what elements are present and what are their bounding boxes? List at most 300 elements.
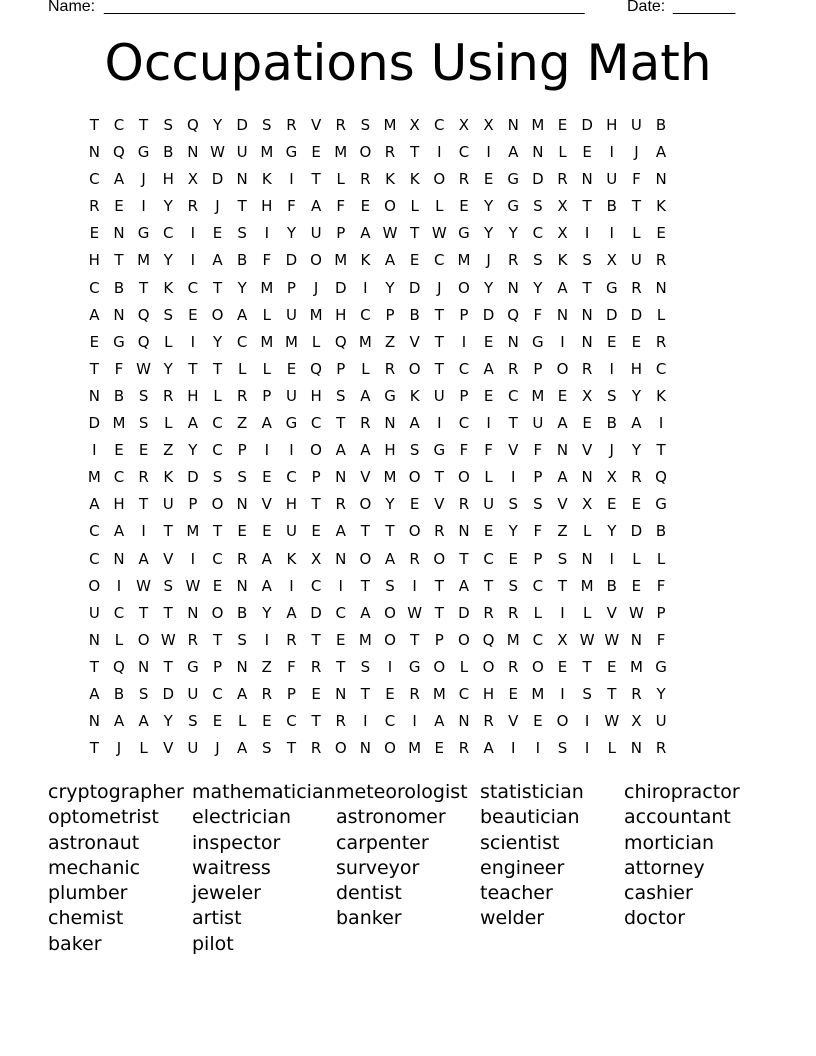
grid-cell[interactable]: P [286, 684, 296, 703]
grid-cell[interactable]: V [261, 495, 272, 514]
grid-cell[interactable]: T [163, 522, 173, 541]
grid-cell[interactable]: L [410, 197, 419, 216]
grid-cell[interactable]: K [409, 170, 420, 189]
grid-cell[interactable]: U [630, 251, 642, 270]
grid-cell[interactable]: M [457, 251, 471, 270]
grid-cell[interactable]: N [236, 495, 248, 514]
grid-cell[interactable]: N [581, 305, 593, 324]
grid-cell[interactable]: O [433, 657, 446, 676]
grid-cell[interactable]: S [262, 116, 272, 134]
grid-cell[interactable]: L [114, 630, 124, 649]
grid-cell[interactable]: E [385, 684, 395, 703]
grid-cell[interactable]: E [262, 522, 272, 541]
grid-cell[interactable]: G [187, 657, 199, 676]
grid-cell[interactable]: Q [507, 305, 520, 324]
grid-cell[interactable]: B [113, 386, 125, 405]
grid-cell[interactable]: I [363, 278, 368, 297]
grid-cell[interactable]: D [285, 251, 298, 270]
grid-cell[interactable]: C [434, 251, 445, 270]
grid-cell[interactable]: T [89, 359, 99, 378]
grid-cell[interactable]: O [88, 576, 101, 595]
grid-cell[interactable]: L [632, 224, 641, 243]
grid-cell[interactable]: I [437, 414, 442, 433]
grid-cell[interactable]: Z [384, 332, 396, 351]
grid-cell[interactable]: S [582, 684, 592, 703]
grid-cell[interactable]: M [334, 251, 348, 270]
grid-cell[interactable]: E [557, 657, 568, 676]
grid-cell[interactable]: C [483, 549, 494, 568]
grid-cell[interactable]: O [556, 359, 569, 378]
grid-cell[interactable]: U [655, 712, 667, 731]
grid-cell[interactable]: O [384, 630, 396, 649]
grid-cell[interactable]: C [335, 603, 346, 622]
grid-cell[interactable]: R [409, 549, 420, 568]
grid-cell[interactable]: R [236, 549, 248, 568]
grid-cell[interactable]: Q [482, 630, 495, 649]
grid-cell[interactable]: E [311, 684, 321, 703]
grid-cell[interactable]: G [137, 143, 150, 162]
grid-cell[interactable]: T [212, 630, 223, 649]
grid-cell[interactable]: R [557, 170, 568, 189]
grid-cell[interactable]: I [461, 332, 467, 351]
name-field[interactable]: ______________________________________________________ [104, 0, 585, 15]
grid-cell[interactable]: E [114, 441, 124, 460]
grid-cell[interactable]: X [557, 630, 568, 649]
grid-cell[interactable]: Y [607, 522, 617, 541]
grid-cell[interactable]: G [458, 224, 470, 243]
grid-cell[interactable]: P [237, 441, 247, 460]
grid-cell[interactable]: O [137, 630, 150, 649]
grid-cell[interactable]: F [336, 197, 346, 216]
grid-cell[interactable]: G [605, 278, 618, 297]
grid-cell[interactable]: E [582, 143, 592, 162]
grid-cell[interactable]: I [363, 712, 368, 731]
grid-cell[interactable]: O [359, 549, 372, 568]
grid-cell[interactable]: E [311, 143, 321, 162]
grid-cell[interactable]: I [609, 224, 614, 243]
grid-cell[interactable]: I [190, 251, 196, 270]
grid-cell[interactable]: I [437, 143, 442, 162]
grid-cell[interactable]: C [212, 549, 223, 568]
grid-cell[interactable]: X [187, 170, 199, 189]
grid-cell[interactable]: R [286, 116, 297, 134]
grid-cell[interactable]: E [89, 224, 100, 243]
grid-cell[interactable]: N [630, 739, 643, 758]
grid-cell[interactable]: E [138, 441, 149, 460]
grid-cell[interactable]: A [458, 576, 470, 595]
grid-cell[interactable]: U [187, 684, 199, 703]
grid-cell[interactable]: S [163, 576, 173, 595]
grid-cell[interactable]: Z [261, 657, 272, 676]
grid-cell[interactable]: C [360, 305, 371, 324]
grid-cell[interactable]: L [558, 143, 567, 162]
grid-cell[interactable]: T [114, 251, 124, 270]
grid-cell[interactable]: M [284, 332, 298, 351]
grid-cell[interactable]: X [581, 495, 593, 514]
grid-cell[interactable]: I [92, 441, 97, 460]
grid-cell[interactable]: M [137, 251, 151, 270]
grid-cell[interactable]: I [190, 549, 196, 568]
grid-cell[interactable]: C [286, 468, 297, 487]
grid-cell[interactable]: H [384, 441, 396, 460]
grid-cell[interactable]: I [289, 170, 294, 189]
grid-cell[interactable]: C [655, 359, 667, 378]
grid-cell[interactable]: T [212, 522, 223, 541]
grid-cell[interactable]: N [88, 143, 100, 162]
grid-cell[interactable]: B [409, 305, 420, 324]
grid-cell[interactable]: T [582, 278, 592, 297]
grid-cell[interactable]: E [483, 386, 494, 405]
grid-cell[interactable]: A [434, 712, 445, 731]
grid-cell[interactable]: Y [483, 197, 494, 216]
grid-cell[interactable]: P [286, 278, 296, 297]
grid-cell[interactable]: F [533, 441, 543, 460]
grid-cell[interactable]: H [187, 386, 199, 405]
grid-cell[interactable]: G [507, 170, 520, 189]
grid-cell[interactable]: Y [212, 332, 223, 351]
grid-cell[interactable]: V [557, 495, 568, 514]
grid-cell[interactable]: G [655, 657, 667, 676]
grid-cell[interactable]: N [458, 712, 470, 731]
grid-cell[interactable]: X [606, 468, 617, 487]
grid-cell[interactable]: P [385, 305, 395, 324]
grid-cell[interactable]: N [187, 143, 199, 162]
grid-cell[interactable]: N [137, 657, 150, 676]
grid-cell[interactable]: S [385, 576, 395, 595]
grid-cell[interactable]: K [163, 468, 174, 487]
grid-cell[interactable]: P [533, 359, 543, 378]
grid-cell[interactable]: T [385, 522, 395, 541]
grid-cell[interactable]: D [458, 603, 470, 622]
grid-cell[interactable]: P [434, 630, 444, 649]
grid-cell[interactable]: I [486, 143, 491, 162]
grid-cell[interactable]: K [385, 170, 395, 189]
grid-cell[interactable]: J [313, 278, 319, 297]
grid-cell[interactable]: L [361, 359, 370, 378]
grid-cell[interactable]: B [606, 414, 617, 433]
grid-cell[interactable]: R [163, 386, 174, 405]
grid-cell[interactable]: F [262, 251, 272, 270]
grid-cell[interactable]: N [458, 522, 470, 541]
grid-cell[interactable]: M [629, 657, 643, 676]
grid-cell[interactable]: T [212, 278, 223, 297]
grid-cell[interactable]: A [384, 251, 396, 270]
grid-cell[interactable]: W [604, 712, 620, 731]
grid-cell[interactable]: H [630, 359, 643, 378]
grid-cell[interactable]: C [507, 386, 519, 405]
grid-cell[interactable]: G [113, 332, 125, 351]
grid-cell[interactable]: N [88, 630, 100, 649]
grid-cell[interactable]: A [655, 143, 667, 162]
grid-cell[interactable]: M [87, 468, 101, 487]
grid-cell[interactable]: S [163, 305, 173, 324]
grid-cell[interactable]: R [507, 657, 519, 676]
grid-cell[interactable]: N [556, 441, 569, 460]
grid-cell[interactable]: N [113, 224, 125, 243]
grid-cell[interactable]: P [459, 305, 469, 324]
grid-cell[interactable]: I [560, 684, 565, 703]
grid-cell[interactable]: R [335, 712, 346, 731]
grid-cell[interactable]: J [634, 143, 639, 162]
grid-cell[interactable]: F [533, 522, 543, 541]
grid-cell[interactable]: D [211, 170, 224, 189]
grid-cell[interactable]: R [335, 116, 346, 134]
grid-cell[interactable]: R [360, 414, 371, 433]
grid-cell[interactable]: F [656, 576, 666, 595]
grid-cell[interactable]: Q [137, 305, 150, 324]
grid-cell[interactable]: S [237, 630, 247, 649]
grid-cell[interactable]: R [483, 603, 494, 622]
grid-cell[interactable]: O [334, 739, 347, 758]
grid-cell[interactable]: K [163, 278, 174, 297]
grid-cell[interactable]: E [607, 657, 617, 676]
grid-cell[interactable]: J [609, 441, 614, 460]
grid-cell[interactable]: T [434, 332, 444, 351]
grid-cell[interactable]: C [310, 576, 322, 595]
grid-cell[interactable]: Q [113, 657, 125, 676]
grid-cell[interactable]: D [605, 305, 618, 324]
grid-cell[interactable]: G [408, 657, 421, 676]
grid-cell[interactable]: T [631, 197, 641, 216]
grid-cell[interactable]: A [89, 495, 100, 514]
grid-cell[interactable]: Y [508, 224, 518, 243]
grid-cell[interactable]: C [458, 359, 470, 378]
grid-cell[interactable]: U [285, 522, 297, 541]
grid-cell[interactable]: I [535, 739, 541, 758]
grid-cell[interactable]: S [508, 576, 518, 595]
grid-cell[interactable]: I [609, 143, 614, 162]
grid-cell[interactable]: U [433, 386, 445, 405]
grid-cell[interactable]: Y [483, 278, 494, 297]
grid-cell[interactable]: E [262, 468, 272, 487]
grid-cell[interactable]: A [631, 414, 642, 433]
grid-cell[interactable]: N [507, 116, 519, 134]
grid-cell[interactable]: C [89, 549, 100, 568]
grid-cell[interactable]: P [533, 549, 543, 568]
grid-cell[interactable]: P [459, 386, 469, 405]
grid-cell[interactable]: I [584, 739, 590, 758]
grid-cell[interactable]: A [237, 739, 248, 758]
grid-cell[interactable]: N [384, 414, 396, 433]
grid-cell[interactable]: B [163, 143, 174, 162]
grid-cell[interactable]: L [582, 603, 592, 622]
grid-cell[interactable]: I [609, 359, 614, 378]
grid-cell[interactable]: Y [286, 224, 297, 243]
grid-cell[interactable]: O [211, 603, 224, 622]
grid-cell[interactable]: E [557, 116, 568, 134]
grid-cell[interactable]: H [88, 251, 100, 270]
grid-cell[interactable]: A [360, 386, 371, 405]
grid-cell[interactable]: O [458, 630, 470, 649]
grid-cell[interactable]: F [287, 657, 296, 676]
grid-cell[interactable]: N [88, 712, 100, 731]
grid-cell[interactable]: R [581, 359, 593, 378]
grid-cell[interactable]: R [236, 386, 248, 405]
grid-cell[interactable]: O [384, 603, 396, 622]
grid-cell[interactable]: B [113, 278, 125, 297]
grid-cell[interactable]: O [458, 468, 470, 487]
grid-cell[interactable]: A [237, 684, 248, 703]
grid-cell[interactable]: T [360, 576, 370, 595]
grid-cell[interactable]: V [508, 712, 519, 731]
grid-cell[interactable]: T [410, 143, 420, 162]
grid-cell[interactable]: N [113, 549, 125, 568]
grid-cell[interactable]: J [116, 739, 122, 758]
grid-cell[interactable]: E [582, 414, 592, 433]
grid-cell[interactable]: U [285, 386, 297, 405]
grid-cell[interactable]: B [655, 116, 667, 134]
grid-cell[interactable]: A [212, 251, 223, 270]
grid-cell[interactable]: B [655, 522, 667, 541]
grid-cell[interactable]: I [289, 441, 294, 460]
grid-cell[interactable]: I [560, 332, 565, 351]
grid-cell[interactable]: Y [483, 224, 494, 243]
grid-cell[interactable]: Y [163, 197, 173, 216]
grid-cell[interactable]: Y [163, 359, 173, 378]
grid-cell[interactable]: Y [656, 684, 666, 703]
grid-cell[interactable]: E [360, 197, 371, 216]
grid-cell[interactable]: E [409, 495, 420, 514]
grid-cell[interactable]: Y [237, 278, 247, 297]
grid-cell[interactable]: O [556, 712, 569, 731]
grid-cell[interactable]: U [236, 143, 248, 162]
grid-cell[interactable]: T [508, 414, 518, 433]
grid-cell[interactable]: X [557, 197, 568, 216]
grid-cell[interactable]: Z [163, 441, 174, 460]
grid-cell[interactable]: C [458, 143, 470, 162]
grid-cell[interactable]: U [187, 739, 199, 758]
grid-cell[interactable]: W [136, 576, 152, 595]
grid-cell[interactable]: T [139, 603, 149, 622]
grid-cell[interactable]: L [607, 739, 616, 758]
grid-cell[interactable]: M [112, 414, 126, 433]
grid-cell[interactable]: N [335, 684, 347, 703]
grid-cell[interactable]: W [407, 603, 423, 622]
grid-cell[interactable]: W [431, 224, 447, 243]
grid-cell[interactable]: S [557, 549, 568, 568]
grid-cell[interactable]: O [359, 143, 372, 162]
grid-cell[interactable]: T [212, 359, 223, 378]
grid-cell[interactable]: M [260, 278, 274, 297]
grid-cell[interactable]: Z [237, 414, 248, 433]
grid-cell[interactable]: E [483, 170, 494, 189]
grid-cell[interactable]: P [311, 468, 321, 487]
grid-cell[interactable]: I [264, 441, 270, 460]
grid-cell[interactable]: A [557, 414, 568, 433]
grid-cell[interactable]: I [486, 414, 491, 433]
grid-cell[interactable]: R [310, 657, 322, 676]
grid-cell[interactable]: R [507, 251, 519, 270]
grid-cell[interactable]: D [236, 116, 248, 134]
grid-cell[interactable]: M [531, 116, 545, 134]
grid-cell[interactable]: D [581, 116, 593, 134]
grid-cell[interactable]: T [139, 278, 149, 297]
grid-cell[interactable]: N [532, 143, 544, 162]
grid-cell[interactable]: R [335, 495, 346, 514]
grid-cell[interactable]: I [141, 197, 146, 216]
grid-cell[interactable]: O [310, 441, 322, 460]
grid-cell[interactable]: N [113, 305, 125, 324]
grid-cell[interactable]: L [533, 603, 543, 622]
grid-cell[interactable]: P [336, 359, 346, 378]
grid-cell[interactable]: E [311, 522, 321, 541]
grid-cell[interactable]: M [334, 143, 348, 162]
grid-cell[interactable]: R [631, 278, 642, 297]
grid-cell[interactable]: T [557, 576, 568, 595]
grid-cell[interactable]: R [458, 739, 470, 758]
grid-cell[interactable]: R [483, 712, 494, 731]
grid-cell[interactable]: E [533, 712, 543, 731]
grid-cell[interactable]: T [483, 576, 494, 595]
grid-cell[interactable]: S [607, 386, 617, 405]
grid-cell[interactable]: K [409, 386, 420, 405]
grid-cell[interactable]: H [310, 386, 322, 405]
grid-cell[interactable]: J [486, 251, 491, 270]
grid-cell[interactable]: M [309, 305, 323, 324]
grid-cell[interactable]: W [210, 143, 225, 162]
grid-cell[interactable]: O [408, 359, 421, 378]
grid-cell[interactable]: H [482, 684, 495, 703]
grid-cell[interactable]: Q [186, 116, 199, 134]
grid-cell[interactable]: C [384, 712, 396, 731]
grid-cell[interactable]: B [237, 603, 248, 622]
grid-cell[interactable]: E [607, 495, 617, 514]
grid-cell[interactable]: O [310, 251, 322, 270]
grid-cell[interactable]: O [384, 197, 396, 216]
grid-cell[interactable]: Y [385, 278, 395, 297]
grid-cell[interactable]: Y [631, 386, 641, 405]
grid-cell[interactable]: I [190, 332, 196, 351]
grid-cell[interactable]: L [484, 468, 493, 487]
grid-cell[interactable]: Y [631, 441, 641, 460]
grid-cell[interactable]: P [213, 657, 223, 676]
grid-cell[interactable]: M [260, 143, 274, 162]
grid-cell[interactable]: C [212, 414, 223, 433]
grid-cell[interactable]: Q [655, 468, 667, 487]
grid-cell[interactable]: T [582, 197, 592, 216]
grid-cell[interactable]: V [409, 332, 420, 351]
grid-cell[interactable]: R [434, 522, 445, 541]
grid-cell[interactable]: L [237, 712, 247, 731]
grid-cell[interactable]: T [360, 522, 370, 541]
grid-cell[interactable]: H [335, 305, 347, 324]
grid-cell[interactable]: Y [262, 603, 272, 622]
grid-cell[interactable]: T [434, 359, 444, 378]
grid-cell[interactable]: V [163, 549, 174, 568]
grid-cell[interactable]: R [187, 197, 199, 216]
grid-cell[interactable]: D [162, 684, 175, 703]
grid-cell[interactable]: C [532, 576, 544, 595]
grid-cell[interactable]: G [655, 495, 667, 514]
grid-cell[interactable]: G [532, 332, 544, 351]
grid-cell[interactable]: N [581, 332, 593, 351]
grid-cell[interactable]: Z [557, 522, 568, 541]
grid-cell[interactable]: D [532, 170, 544, 189]
grid-cell[interactable]: J [141, 170, 146, 189]
grid-cell[interactable]: O [408, 522, 421, 541]
grid-cell[interactable]: M [506, 630, 520, 649]
grid-cell[interactable]: C [89, 522, 100, 541]
grid-cell[interactable]: R [310, 739, 322, 758]
grid-cell[interactable]: Y [212, 116, 223, 134]
grid-cell[interactable]: V [582, 441, 593, 460]
grid-cell[interactable]: A [286, 603, 297, 622]
grid-cell[interactable]: T [89, 657, 99, 676]
grid-cell[interactable]: E [508, 549, 518, 568]
grid-cell[interactable]: Y [188, 441, 198, 460]
grid-cell[interactable]: S [533, 197, 543, 216]
grid-cell[interactable]: H [113, 495, 125, 514]
